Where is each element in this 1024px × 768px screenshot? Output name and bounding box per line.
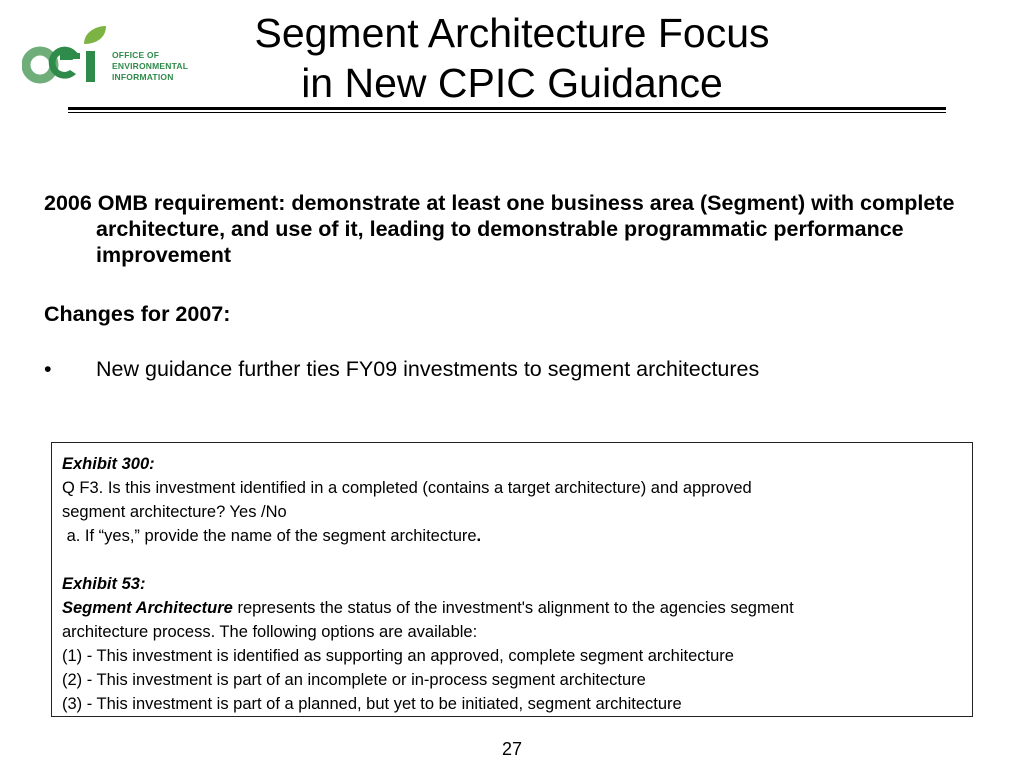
exhibit-53-heading: Exhibit 53:: [62, 575, 146, 593]
exhibit-300-sub-question-text: a. If “yes,” provide the name of the segment architecture: [62, 527, 477, 545]
exhibit-spacer: [62, 548, 962, 572]
title-divider-thick: [68, 107, 946, 110]
exhibit-300-question-line-1: Q F3. Is this investment identified in a completed (contains a target architecture) and approved: [62, 479, 752, 497]
slide-title: [170, 8, 854, 108]
logo-line-3: INFORMATION: [112, 72, 174, 82]
exhibit-53-definition-rest: represents the status of the investment's alignment to the agencies segment: [232, 599, 794, 617]
oei-logo-icon: [22, 22, 110, 94]
exhibit-box: [51, 442, 973, 717]
title-divider-thin: [68, 112, 946, 113]
slide-title-line-2: in New CPIC Guidance: [301, 60, 723, 106]
logo-line-1: OFFICE OF: [112, 50, 160, 60]
omb-requirement-text: 2006 OMB requirement: demonstrate at least one business area (Segment) with complete architecture, and use of it, leading to demonstrable programmatic performance improvement: [44, 191, 955, 267]
logo-line-2: ENVIRONMENTAL: [112, 61, 189, 71]
exhibit-53-definition-line-1: [62, 596, 962, 620]
exhibit-53-option-1: (1) - This investment is identified as supporting an approved, complete segment architecture: [62, 647, 734, 665]
segment-architecture-term: Segment Architecture: [62, 599, 233, 617]
bullet-symbol: •: [44, 357, 52, 381]
slide-title-line-1: Segment Architecture Focus: [254, 10, 770, 56]
bullet-text: New guidance further ties FY09 investments to segment architectures: [96, 357, 760, 381]
exhibit-300-heading: Exhibit 300:: [62, 455, 155, 473]
exhibit-300-question-line-2: segment architecture? Yes /No: [62, 503, 287, 521]
exhibit-53-definition-line-2: architecture process. The following options are available:: [62, 623, 478, 641]
changes-heading: Changes for 2007:: [44, 302, 231, 326]
exhibit-53-option-3: (3) - This investment is part of a planned, but yet to be initiated, segment architecture: [62, 695, 682, 713]
exhibit-300-sub-question: [62, 524, 962, 548]
bullet-item: [44, 356, 759, 382]
exhibit-53-option-2: (2) - This investment is part of an incomplete or in-process segment architecture: [62, 671, 646, 689]
page-number: 27: [501, 739, 523, 759]
exhibit-300-sub-question-period: .: [476, 527, 482, 545]
